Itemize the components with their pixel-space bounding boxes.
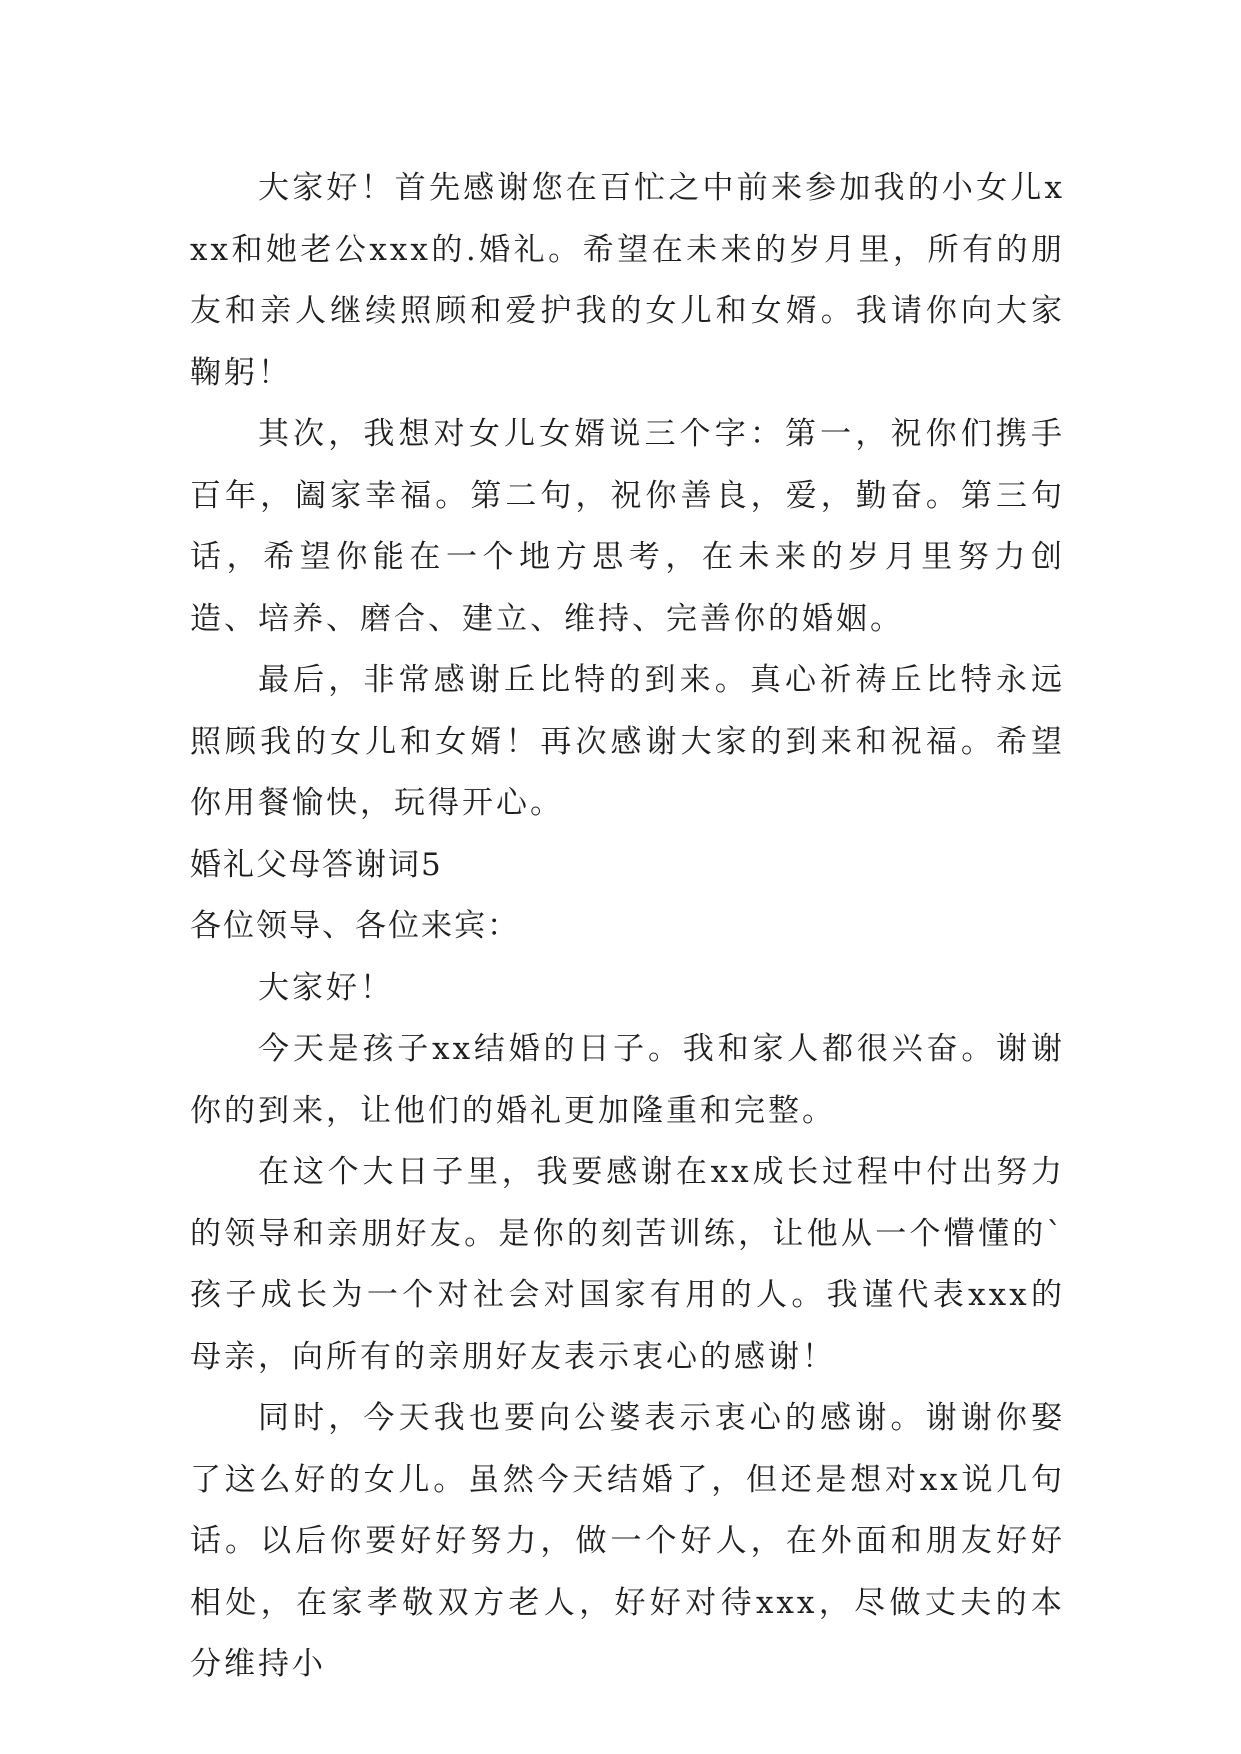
section-title: 婚礼父母答谢词5: [190, 846, 443, 883]
paragraph-thanks-in-laws: 同时，今天我也要向公婆表示衷心的感谢。谢谢你娶了这么好的女儿。虽然今天结婚了，但还是想对xx说几句话。以后你要好好努力，做一个好人，在外面和朋友好好相处，在家孝敬双方老人，好好对待xxx，尽做丈夫的本分维持小: [190, 1400, 1065, 1682]
document-body: [190, 158, 1065, 1696]
salutation: 各位领导、各位来宾：: [190, 908, 520, 944]
paragraph-thanks-friends: 在这个大日子里，我要感谢在xx成长过程中付出努力的领导和亲朋好友。是你的刻苦训练，让他从一个懵懂的`孩子成长为一个对社会对国家有用的人。我谨代表xxx的母亲，向所有的亲朋好友表示衷心的感谢！: [190, 1154, 1065, 1375]
paragraph-thanks-guests: 大家好！首先感谢您在百忙之中前来参加我的小女儿xxx和她老公xxx的.婚礼。希望在未来的岁月里，所有的朋友和亲人继续照顾和爱护我的女儿和女婿。我请你向大家鞠躬！: [190, 170, 1065, 391]
paragraph-closing: 最后，非常感谢丘比特的到来。真心祈祷丘比特永远照顾我的女儿和女婿！再次感谢大家的到来和祝福。希望你用餐愉快，玩得开心。: [190, 662, 1065, 821]
paragraph-wishes: 其次，我想对女儿女婿说三个字：第一，祝你们携手百年，阖家幸福。第二句，祝你善良，爱，勤奋。第三句话，希望你能在一个地方思考，在未来的岁月里努力创造、培养、磨合、建立、维持、完善你的婚姻。: [190, 416, 1065, 637]
paragraph-wedding-day: 今天是孩子xx结婚的日子。我和家人都很兴奋。谢谢你的到来，让他们的婚礼更加隆重和完整。: [190, 1031, 1065, 1129]
greeting: 大家好！: [258, 969, 394, 1006]
